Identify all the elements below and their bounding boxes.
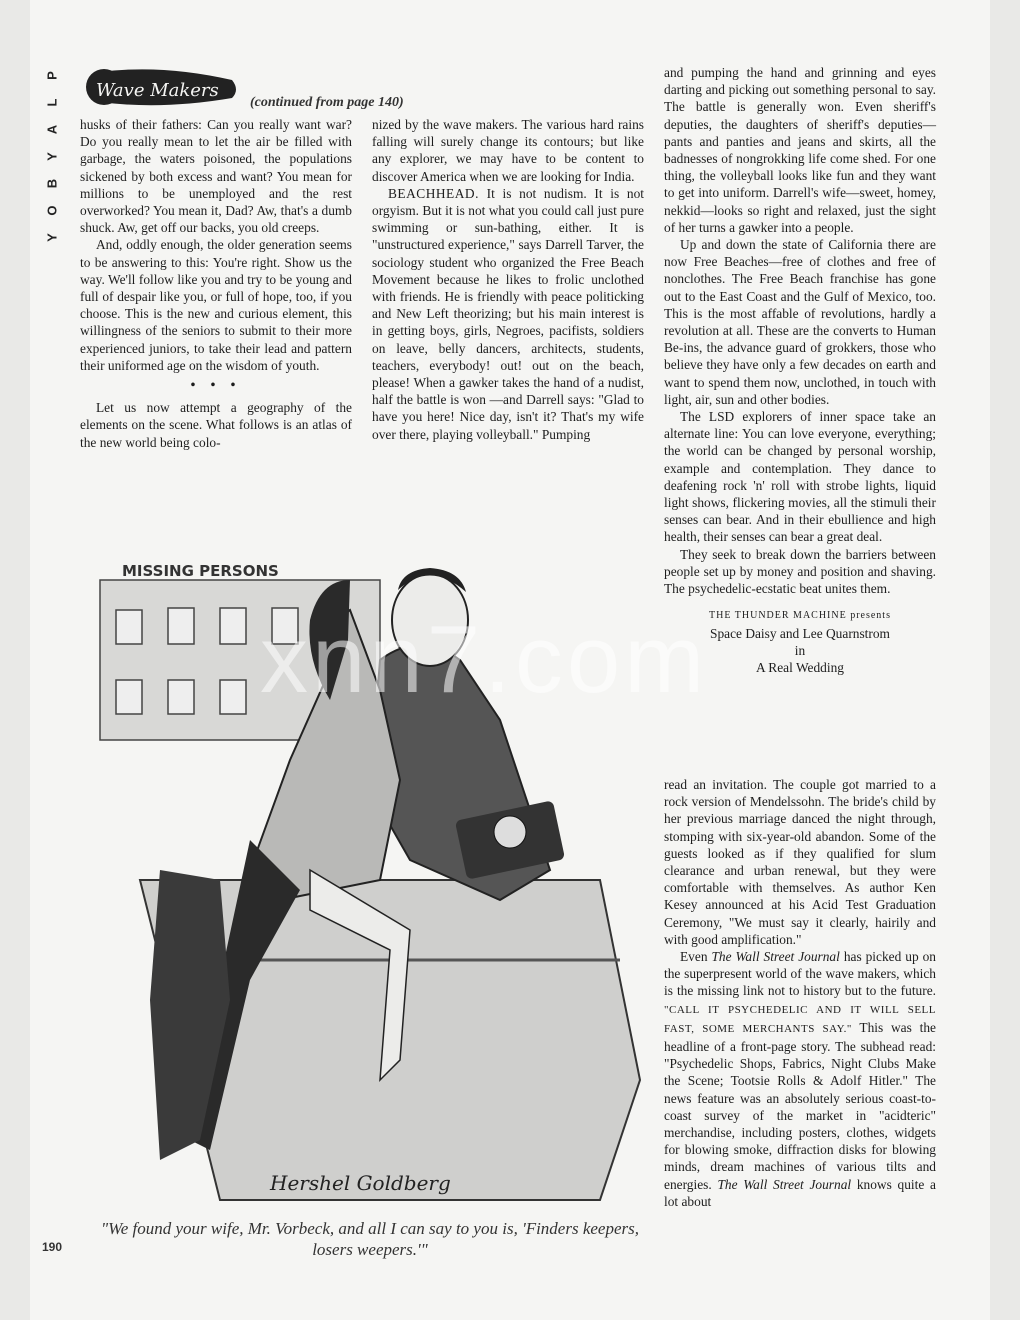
page-number: 190 xyxy=(42,1240,63,1254)
paragraph: The LSD explorers of inner space take an alternate line: You can love everyone, everything; the world can be changed by personal worship, example and contemplation. They dance to deafening rock 'n' roll with strobe lights, liquid light shows, flickering movies, all the stimuli their senses can bear. And in their ebullience and high health, their senses can bear a great deal. xyxy=(664,409,936,545)
artist-signature: Hershel Goldberg xyxy=(270,1171,451,1195)
cartoon-illustration xyxy=(80,540,650,1212)
paragraph: husks of their fathers: Can you really want war? Do you really mean to let the air be filled with garbage, the waters poisoned, the populations sickened by both excess and want? You mean for millions to be unemployed and the rest overworked? You mean it, Dad? Aw, that's a dumb shuck. Aw, get off our backs, you old creeps. xyxy=(80,117,352,236)
column-1 xyxy=(80,116,352,451)
paragraph: read an invitation. The couple got married to a rock version of Mendelssohn. The bride's child by her previous marriage danced the night through, stomping with six-year-old abandon. Some of the guests looked as if they qualified for slum clearance and urban renewal, but they were comfortable with themselves. As author Ken Kesey announced at his Acid Test Graduation Ceremony, "We must say it clearly, hairily and with good amplification." xyxy=(664,777,936,947)
paragraph: Up and down the state of California there are now Free Beaches—free of clothes and free of nonclothes. The Free Beach franchise has gone out to the East Coast and the Gulf of Mexico, too. This is the most affable of revolutions, hardly a revolution at all. These are the converts to Human Be-ins, the advance guard of grokkers, those who believe they have only a few decades on earth and want to spend them now, unclothed, in touch with light, air, sun and other bodies. xyxy=(664,237,936,407)
section-divider: • • • xyxy=(190,377,242,393)
missing-persons-sign: MISSING PERSONS xyxy=(122,562,279,580)
watermark: xnn7.com xyxy=(260,606,709,713)
cartoon-caption: "We found your wife, Mr. Vorbeck, and all I can say to you is, 'Finders keepers, losers weepers.'" xyxy=(101,1219,639,1259)
continued-note: (continued from page 140) xyxy=(250,95,404,110)
section-lead: BEACHHEAD. xyxy=(388,185,479,201)
paragraph: Let us now attempt a geography of the elements on the scene. What follows is an atlas of the new world being colo- xyxy=(80,400,352,450)
invitation-block: THE THUNDER MACHINE presents Space Daisy and Lee Quarnstrom in A Real Wedding xyxy=(709,610,891,675)
paragraph: BEACHHEAD. It is not nudism. It is not orgyism. But it is not what you could call just pure swimming or sun-bathing, either. It is "unstructured experience," says Darrell Tarver, the sociology student who organized the Free Beach Movement because he likes to frolic unclothed with friends. He is friendly with peace politicking and New Left theorizing; but his main interest is in getting boys, girls, Negroes, pacifists, soldiers on leave, belly dancers, architects, students, teachers, everybody! out! out on the beach, please! When a gawker takes the hand of a nudist, half the battle is won —and Darrell says: "Glad to have you here! Nice day, isn't it? That's my wife over there, playing volleyball." Pumping xyxy=(372,185,644,442)
column-2 xyxy=(372,116,644,443)
paragraph: And, oddly enough, the older generation seems to be answering to this: You're right. Show us the way. We'll follow like you and try to be young and full of despair like you, or full of hope, too, if you choose. This is the new and curious element, this willingness of the seniors to submit to their more experienced juniors, to take their lead and pattern their uniformed age on the wisdom of youth. xyxy=(80,237,352,373)
paragraph: They seek to break down the barriers between people set up by money and position and shaving. The psychedelic-ecstatic beat unites them. xyxy=(664,546,936,597)
paragraph: and pumping the hand and grinning and eyes darting and picking out something personal to say. The battle is generally won. Even sheriff's deputies, the daughters of sheriff's deputies—pants and panties and jeans and skirts, all the badnesses of nongrokking life come shed. For one thing, the volleyball looks like fun and they want to get into uniform. Darrell's wife—sweet, homey, nekkid—looks so right and relaxed, just the sight of her turns a gawker into a people. xyxy=(664,65,936,235)
column-3-continued xyxy=(664,776,936,1210)
wave-makers-logo xyxy=(82,66,242,108)
paragraph: Even The Wall Street Journal has picked up on the superpresent world of the wave makers, which is the missing link not to history but to the future. "CALL IT PSYCHEDELIC AND IT WILL SELL FAST, SOME MERCHANTS SAY." This was the headline of a front-page story. The subhead read: "Psychedelic Shops, Fabrics, Night Clubs Make the Scene; Tootsie Rolls & Adolf Hitler." The news feature was an absolutely serious coast-to-coast survey of the market in "acidteric" merchandise, including posters, clothes, widgets for blowing smoke, diffraction disks for blowing minds, dream machines of various tilts and energies. The Wall Street Journal knows quite a lot about xyxy=(664,949,936,1209)
magazine-name-vertical: P L A Y B O Y xyxy=(44,71,60,242)
column-3 xyxy=(664,64,936,686)
paragraph: nized by the wave makers. The various hard rains falling will surely change its contours; but like any explorer, we may have to be content to discover America when we are looking for India. xyxy=(372,117,644,184)
svg-text:Wave Makers: Wave Makers xyxy=(96,80,219,101)
